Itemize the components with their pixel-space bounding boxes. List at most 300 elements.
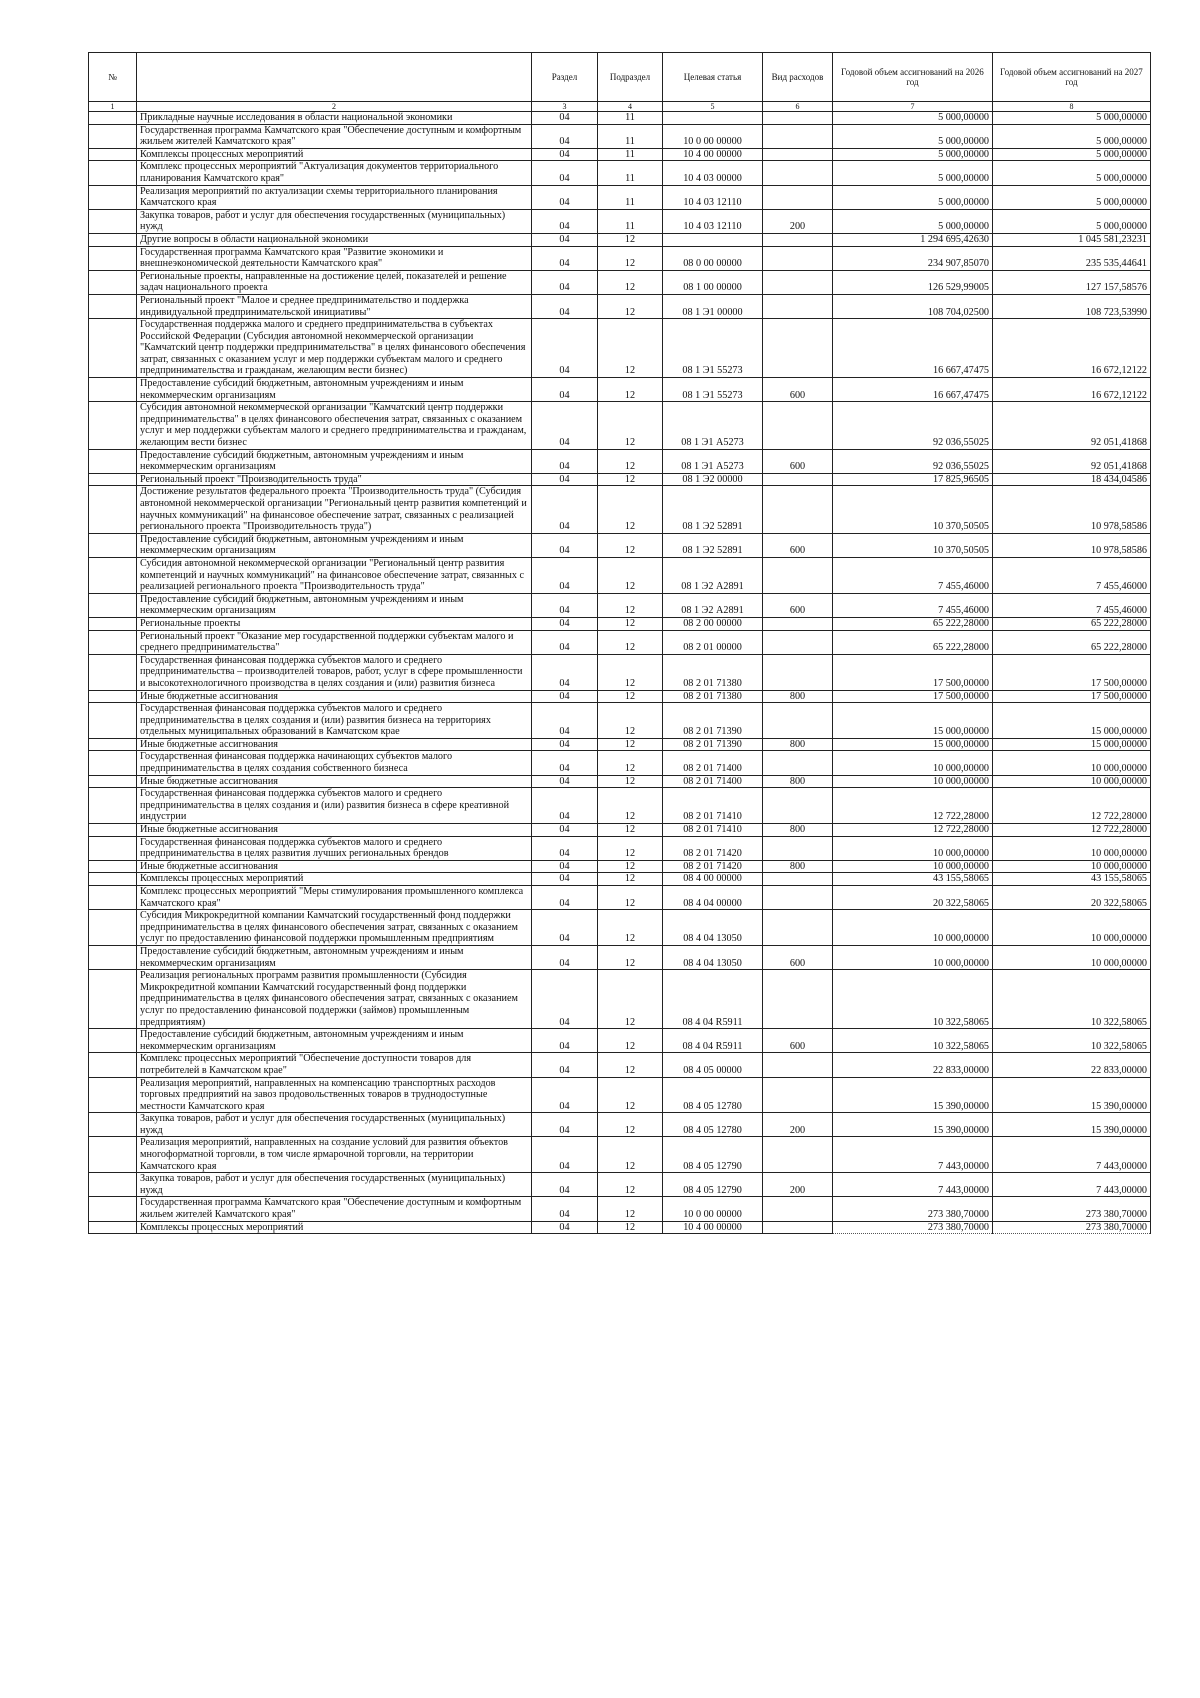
- row-volume-2027-cell: 65 222,28000: [993, 630, 1151, 654]
- table-row: [89, 1221, 1151, 1234]
- table-row: [89, 836, 1151, 860]
- row-expense-type-cell: [763, 654, 833, 690]
- row-volume-2027-cell: 15 390,00000: [993, 1077, 1151, 1113]
- row-razdel-cell: 04: [532, 319, 598, 378]
- row-number-cell: [89, 593, 137, 617]
- row-podrazdel-cell: 11: [598, 124, 663, 148]
- row-razdel-cell: 04: [532, 617, 598, 630]
- row-target-article-cell: 08 4 05 00000: [663, 1053, 763, 1077]
- row-razdel-cell: 04: [532, 873, 598, 886]
- row-podrazdel-cell: 12: [598, 738, 663, 751]
- row-expense-type-cell: [763, 1137, 833, 1173]
- row-expense-type-cell: [763, 473, 833, 486]
- row-podrazdel-cell: 12: [598, 1173, 663, 1197]
- table-row: [89, 233, 1151, 246]
- row-volume-2027-cell: 43 155,58065: [993, 873, 1151, 886]
- row-number-cell: [89, 486, 137, 533]
- row-podrazdel-cell: 11: [598, 148, 663, 161]
- row-name-cell: Предоставление субсидий бюджетным, автономным учреждениям и иным некоммерческим организациям: [137, 533, 532, 557]
- row-razdel-cell: 04: [532, 788, 598, 824]
- row-expense-type-cell: [763, 319, 833, 378]
- table-row: [89, 1077, 1151, 1113]
- row-expense-type-cell: 600: [763, 593, 833, 617]
- row-target-article-cell: 08 1 Э2 00000: [663, 473, 763, 486]
- row-podrazdel-cell: 12: [598, 473, 663, 486]
- row-expense-type-cell: 800: [763, 824, 833, 837]
- row-volume-2026-cell: 10 000,00000: [833, 860, 993, 873]
- row-name-cell: Предоставление субсидий бюджетным, автономным учреждениям и иным некоммерческим организациям: [137, 449, 532, 473]
- row-volume-2027-cell: 5 000,00000: [993, 112, 1151, 125]
- table-row: [89, 824, 1151, 837]
- row-target-article-cell: 08 2 01 71400: [663, 775, 763, 788]
- row-razdel-cell: 04: [532, 1137, 598, 1173]
- row-expense-type-cell: [763, 486, 833, 533]
- row-target-article-cell: 08 2 01 71400: [663, 751, 763, 775]
- table-body: [89, 112, 1151, 1234]
- row-name-cell: Другие вопросы в области национальной экономики: [137, 233, 532, 246]
- row-podrazdel-cell: 12: [598, 910, 663, 946]
- row-number-cell: [89, 161, 137, 185]
- row-name-cell: Комплекс процессных мероприятий "Обеспечение доступности товаров для потребителей в Камчатском крае": [137, 1053, 532, 1077]
- row-razdel-cell: 04: [532, 246, 598, 270]
- row-volume-2026-cell: 5 000,00000: [833, 185, 993, 209]
- row-volume-2026-cell: 5 000,00000: [833, 124, 993, 148]
- row-target-article-cell: 08 2 01 71420: [663, 836, 763, 860]
- header-target-article: Целевая статья: [663, 53, 763, 102]
- table-row: [89, 860, 1151, 873]
- row-volume-2027-cell: 10 000,00000: [993, 945, 1151, 969]
- row-target-article-cell: 08 2 01 71420: [663, 860, 763, 873]
- row-razdel-cell: 04: [532, 836, 598, 860]
- row-razdel-cell: 04: [532, 654, 598, 690]
- row-expense-type-cell: [763, 233, 833, 246]
- row-razdel-cell: 04: [532, 1053, 598, 1077]
- row-volume-2026-cell: 15 390,00000: [833, 1113, 993, 1137]
- row-expense-type-cell: [763, 294, 833, 318]
- row-expense-type-cell: [763, 557, 833, 593]
- row-razdel-cell: 04: [532, 486, 598, 533]
- row-volume-2026-cell: 15 390,00000: [833, 1077, 993, 1113]
- row-number-cell: [89, 533, 137, 557]
- row-name-cell: Государственная поддержка малого и среднего предпринимательства в субъектах Российской Федерации (Субсидия автономной некоммерческой организации "Камчатский центр поддержки предпринимательства" в целях финансового обеспечения затрат, связанных с оказанием услуг и мер поддержки субъектам малого и среднего предпринимательства и гражданам, желающим вести бизнес): [137, 319, 532, 378]
- row-name-cell: Региональный проект "Оказание мер государственной поддержки субъектам малого и среднего предпринимательства": [137, 630, 532, 654]
- row-razdel-cell: 04: [532, 270, 598, 294]
- row-number-cell: [89, 1197, 137, 1221]
- row-name-cell: Предоставление субсидий бюджетным, автономным учреждениям и иным некоммерческим организациям: [137, 378, 532, 402]
- row-razdel-cell: 04: [532, 886, 598, 910]
- row-target-article-cell: 08 2 01 71390: [663, 703, 763, 739]
- row-podrazdel-cell: 12: [598, 617, 663, 630]
- row-target-article-cell: 10 4 00 00000: [663, 148, 763, 161]
- row-number-cell: [89, 703, 137, 739]
- row-target-article-cell: 08 2 00 00000: [663, 617, 763, 630]
- row-podrazdel-cell: 12: [598, 1113, 663, 1137]
- row-volume-2027-cell: 7 455,46000: [993, 593, 1151, 617]
- table-row: [89, 910, 1151, 946]
- row-name-cell: Предоставление субсидий бюджетным, автономным учреждениям и иным некоммерческим организациям: [137, 593, 532, 617]
- row-target-article-cell: 08 4 04 13050: [663, 910, 763, 946]
- row-name-cell: Прикладные научные исследования в области национальной экономики: [137, 112, 532, 125]
- row-expense-type-cell: [763, 185, 833, 209]
- table-row: [89, 654, 1151, 690]
- row-number-cell: [89, 402, 137, 449]
- row-razdel-cell: 04: [532, 593, 598, 617]
- row-name-cell: Иные бюджетные ассигнования: [137, 690, 532, 703]
- row-name-cell: Субсидия Микрокредитной компании Камчатский государственный фонд поддержки предпринимательства в целях финансового обеспечения затрат, связанных с оказанием услуг по предоставлению финансовой поддержки промышленным предприятиям: [137, 910, 532, 946]
- row-expense-type-cell: [763, 124, 833, 148]
- row-podrazdel-cell: 11: [598, 112, 663, 125]
- row-expense-type-cell: 800: [763, 738, 833, 751]
- row-podrazdel-cell: 12: [598, 378, 663, 402]
- row-number-cell: [89, 873, 137, 886]
- row-name-cell: Иные бюджетные ассигнования: [137, 824, 532, 837]
- table-row: [89, 209, 1151, 233]
- row-target-article-cell: 08 1 Э1 55273: [663, 319, 763, 378]
- row-number-cell: [89, 836, 137, 860]
- row-volume-2027-cell: 18 434,04586: [993, 473, 1151, 486]
- row-podrazdel-cell: 12: [598, 836, 663, 860]
- row-target-article-cell: 10 0 00 00000: [663, 124, 763, 148]
- row-target-article-cell: 08 1 Э1 А5273: [663, 402, 763, 449]
- table-row: [89, 270, 1151, 294]
- row-expense-type-cell: [763, 836, 833, 860]
- row-name-cell: Иные бюджетные ассигнования: [137, 775, 532, 788]
- row-volume-2026-cell: 7 443,00000: [833, 1137, 993, 1173]
- row-name-cell: Достижение результатов федерального проекта "Производительность труда" (Субсидия автономной некоммерческой организации "Региональный центр развития компетенций и научных коммуникаций" на финансовое обеспечение затрат, связанных с реализацией регионального проекта "Производительность труда"): [137, 486, 532, 533]
- row-podrazdel-cell: 12: [598, 824, 663, 837]
- row-expense-type-cell: [763, 246, 833, 270]
- row-razdel-cell: 04: [532, 294, 598, 318]
- table-row: [89, 557, 1151, 593]
- row-podrazdel-cell: 12: [598, 557, 663, 593]
- row-razdel-cell: 04: [532, 703, 598, 739]
- row-target-article-cell: 08 2 01 71410: [663, 824, 763, 837]
- row-podrazdel-cell: 12: [598, 486, 663, 533]
- row-volume-2027-cell: 12 722,28000: [993, 824, 1151, 837]
- table-row: [89, 1113, 1151, 1137]
- row-name-cell: Государственная финансовая поддержка субъектов малого и среднего предпринимательства в целях создания и (или) развития бизнеса на территориях отдельных муниципальных образований в Камчатском крае: [137, 703, 532, 739]
- table-row: [89, 161, 1151, 185]
- row-name-cell: Предоставление субсидий бюджетным, автономным учреждениям и иным некоммерческим организациям: [137, 945, 532, 969]
- row-razdel-cell: 04: [532, 1029, 598, 1053]
- row-number-cell: [89, 233, 137, 246]
- table-row: [89, 593, 1151, 617]
- row-volume-2027-cell: 15 000,00000: [993, 703, 1151, 739]
- row-number-cell: [89, 1053, 137, 1077]
- row-volume-2027-cell: 108 723,53990: [993, 294, 1151, 318]
- row-razdel-cell: 04: [532, 690, 598, 703]
- header-number: №: [89, 53, 137, 102]
- row-name-cell: Субсидия автономной некоммерческой организации "Камчатский центр поддержки предпринимательства" в целях финансового обеспечения затрат, связанных с оказанием услуг и мер поддержки субъектам малого и среднего предпринимательства и гражданам, желающим вести бизнес: [137, 402, 532, 449]
- row-number-cell: [89, 112, 137, 125]
- row-razdel-cell: 04: [532, 161, 598, 185]
- row-target-article-cell: 08 1 Э1 А5273: [663, 449, 763, 473]
- row-razdel-cell: 04: [532, 1113, 598, 1137]
- row-expense-type-cell: 200: [763, 1173, 833, 1197]
- row-name-cell: Комплексы процессных мероприятий: [137, 873, 532, 886]
- row-volume-2027-cell: 273 380,70000: [993, 1197, 1151, 1221]
- row-target-article-cell: 10 4 03 00000: [663, 161, 763, 185]
- row-volume-2026-cell: 5 000,00000: [833, 161, 993, 185]
- row-podrazdel-cell: 12: [598, 246, 663, 270]
- row-volume-2027-cell: 10 000,00000: [993, 751, 1151, 775]
- row-name-cell: Комплексы процессных мероприятий: [137, 148, 532, 161]
- row-target-article-cell: [663, 112, 763, 125]
- row-name-cell: Реализация мероприятий, направленных на компенсацию транспортных расходов торговых предприятий на завоз продовольственных товаров в труднодоступные местности Камчатского края: [137, 1077, 532, 1113]
- row-volume-2027-cell: 65 222,28000: [993, 617, 1151, 630]
- row-volume-2026-cell: 43 155,58065: [833, 873, 993, 886]
- row-expense-type-cell: [763, 402, 833, 449]
- row-volume-2027-cell: 10 978,58586: [993, 533, 1151, 557]
- row-target-article-cell: 08 1 Э2 52891: [663, 486, 763, 533]
- row-expense-type-cell: [763, 1077, 833, 1113]
- row-target-article-cell: 08 1 Э2 А2891: [663, 593, 763, 617]
- row-razdel-cell: 04: [532, 945, 598, 969]
- row-number-cell: [89, 449, 137, 473]
- row-volume-2026-cell: 16 667,47475: [833, 319, 993, 378]
- row-volume-2026-cell: 7 455,46000: [833, 557, 993, 593]
- row-number-cell: [89, 319, 137, 378]
- row-volume-2026-cell: 10 000,00000: [833, 751, 993, 775]
- table-row: [89, 124, 1151, 148]
- row-number-cell: [89, 751, 137, 775]
- row-razdel-cell: 04: [532, 860, 598, 873]
- table-row: [89, 1137, 1151, 1173]
- row-volume-2027-cell: 5 000,00000: [993, 209, 1151, 233]
- column-number: 4: [598, 102, 663, 112]
- table-row: [89, 738, 1151, 751]
- row-razdel-cell: 04: [532, 630, 598, 654]
- column-number: 5: [663, 102, 763, 112]
- row-name-cell: Государственная финансовая поддержка субъектов малого и среднего предпринимательства в целях создания и (или) развития бизнеса в сфере креативной индустрии: [137, 788, 532, 824]
- row-razdel-cell: 04: [532, 751, 598, 775]
- row-number-cell: [89, 630, 137, 654]
- row-volume-2026-cell: 15 000,00000: [833, 738, 993, 751]
- table-row: [89, 1173, 1151, 1197]
- header-volume-2026: Годовой объем ассигнований на 2026 год: [833, 53, 993, 102]
- row-volume-2027-cell: 7 443,00000: [993, 1137, 1151, 1173]
- row-volume-2027-cell: 12 722,28000: [993, 788, 1151, 824]
- row-volume-2026-cell: 1 294 695,42630: [833, 233, 993, 246]
- table-row: [89, 703, 1151, 739]
- row-name-cell: Государственная финансовая поддержка субъектов малого и среднего предпринимательства в целях развития лучших региональных брендов: [137, 836, 532, 860]
- row-name-cell: Иные бюджетные ассигнования: [137, 860, 532, 873]
- row-name-cell: Комплекс процессных мероприятий "Меры стимулирования промышленного комплекса Камчатского края": [137, 886, 532, 910]
- table-row: [89, 630, 1151, 654]
- row-expense-type-cell: [763, 970, 833, 1029]
- row-podrazdel-cell: 12: [598, 630, 663, 654]
- row-expense-type-cell: [763, 751, 833, 775]
- row-volume-2027-cell: 92 051,41868: [993, 402, 1151, 449]
- row-volume-2026-cell: 10 370,50505: [833, 486, 993, 533]
- row-number-cell: [89, 1221, 137, 1234]
- row-volume-2026-cell: 10 000,00000: [833, 910, 993, 946]
- row-expense-type-cell: [763, 1221, 833, 1234]
- row-volume-2026-cell: 65 222,28000: [833, 630, 993, 654]
- row-target-article-cell: 08 1 Э1 55273: [663, 378, 763, 402]
- row-volume-2027-cell: 235 535,44641: [993, 246, 1151, 270]
- row-volume-2027-cell: 16 672,12122: [993, 378, 1151, 402]
- row-number-cell: [89, 886, 137, 910]
- row-razdel-cell: 04: [532, 1197, 598, 1221]
- row-podrazdel-cell: 12: [598, 860, 663, 873]
- row-name-cell: Региональные проекты, направленные на достижение целей, показателей и решение задач национального проекта: [137, 270, 532, 294]
- row-volume-2026-cell: 10 322,58065: [833, 1029, 993, 1053]
- row-name-cell: Реализация региональных программ развития промышленности (Субсидия Микрокредитной компании Камчатский государственный фонд поддержки предпринимательства в целях финансового обеспечения затрат, связанных с оказанием услуг по предоставлению финансовой поддержки (займов) промышленным предприятиям): [137, 970, 532, 1029]
- row-number-cell: [89, 378, 137, 402]
- row-expense-type-cell: [763, 910, 833, 946]
- row-volume-2026-cell: 5 000,00000: [833, 112, 993, 125]
- row-target-article-cell: 08 4 05 12790: [663, 1137, 763, 1173]
- row-volume-2027-cell: 10 978,58586: [993, 486, 1151, 533]
- row-name-cell: Закупка товаров, работ и услуг для обеспечения государственных (муниципальных) нужд: [137, 1113, 532, 1137]
- row-razdel-cell: 04: [532, 112, 598, 125]
- row-volume-2026-cell: 234 907,85070: [833, 246, 993, 270]
- row-name-cell: Региональный проект "Малое и среднее предпринимательство и поддержка индивидуальной предпринимательской инициативы": [137, 294, 532, 318]
- row-volume-2027-cell: 10 322,58065: [993, 970, 1151, 1029]
- row-volume-2026-cell: 273 380,70000: [833, 1221, 993, 1234]
- table-row: [89, 970, 1151, 1029]
- row-volume-2027-cell: 7 455,46000: [993, 557, 1151, 593]
- row-podrazdel-cell: 11: [598, 209, 663, 233]
- row-expense-type-cell: [763, 270, 833, 294]
- row-podrazdel-cell: 12: [598, 233, 663, 246]
- row-expense-type-cell: 600: [763, 533, 833, 557]
- row-razdel-cell: 04: [532, 1077, 598, 1113]
- row-podrazdel-cell: 12: [598, 449, 663, 473]
- table-row: [89, 1197, 1151, 1221]
- row-volume-2027-cell: 7 443,00000: [993, 1173, 1151, 1197]
- row-name-cell: Иные бюджетные ассигнования: [137, 738, 532, 751]
- row-volume-2026-cell: 5 000,00000: [833, 209, 993, 233]
- row-podrazdel-cell: 12: [598, 533, 663, 557]
- row-razdel-cell: 04: [532, 124, 598, 148]
- table-row: [89, 1053, 1151, 1077]
- row-name-cell: Государственная программа Камчатского края "Обеспечение доступным и комфортным жильем жителей Камчатского края": [137, 1197, 532, 1221]
- row-target-article-cell: 08 4 04 00000: [663, 886, 763, 910]
- row-volume-2026-cell: 5 000,00000: [833, 148, 993, 161]
- row-volume-2027-cell: 92 051,41868: [993, 449, 1151, 473]
- row-podrazdel-cell: 12: [598, 945, 663, 969]
- column-number: 8: [993, 102, 1151, 112]
- row-podrazdel-cell: 12: [598, 775, 663, 788]
- table-header: [89, 53, 1151, 112]
- row-volume-2026-cell: 17 500,00000: [833, 690, 993, 703]
- table-row: [89, 690, 1151, 703]
- row-name-cell: Государственная программа Камчатского края "Обеспечение доступным и комфортным жильем жителей Камчатского края": [137, 124, 532, 148]
- row-podrazdel-cell: 12: [598, 1137, 663, 1173]
- row-razdel-cell: 04: [532, 473, 598, 486]
- row-volume-2026-cell: 12 722,28000: [833, 788, 993, 824]
- table-row: [89, 402, 1151, 449]
- row-podrazdel-cell: 11: [598, 185, 663, 209]
- row-expense-type-cell: 600: [763, 378, 833, 402]
- row-podrazdel-cell: 12: [598, 873, 663, 886]
- row-podrazdel-cell: 11: [598, 161, 663, 185]
- table-row: [89, 788, 1151, 824]
- row-razdel-cell: 04: [532, 449, 598, 473]
- row-target-article-cell: [663, 233, 763, 246]
- row-target-article-cell: 08 4 05 12780: [663, 1077, 763, 1113]
- row-volume-2026-cell: 10 000,00000: [833, 775, 993, 788]
- row-podrazdel-cell: 12: [598, 703, 663, 739]
- row-expense-type-cell: [763, 112, 833, 125]
- row-volume-2027-cell: 1 045 581,23231: [993, 233, 1151, 246]
- row-target-article-cell: 08 1 Э1 00000: [663, 294, 763, 318]
- row-number-cell: [89, 775, 137, 788]
- row-volume-2026-cell: 17 825,96505: [833, 473, 993, 486]
- row-podrazdel-cell: 12: [598, 402, 663, 449]
- row-name-cell: Комплекс процессных мероприятий "Актуализация документов территориального планирования Камчатского края": [137, 161, 532, 185]
- row-razdel-cell: 04: [532, 557, 598, 593]
- row-name-cell: Субсидия автономной некоммерческой организации "Региональный центр развития компетенций и научных коммуникаций" на финансовое обеспечение затрат, связанных с реализацией регионального проекта "Производительность труда": [137, 557, 532, 593]
- row-number-cell: [89, 209, 137, 233]
- row-number-cell: [89, 824, 137, 837]
- row-volume-2026-cell: 7 443,00000: [833, 1173, 993, 1197]
- row-volume-2027-cell: 10 000,00000: [993, 836, 1151, 860]
- row-volume-2026-cell: 7 455,46000: [833, 593, 993, 617]
- table-row: [89, 873, 1151, 886]
- header-name: [137, 53, 532, 102]
- row-volume-2027-cell: 20 322,58065: [993, 886, 1151, 910]
- row-expense-type-cell: [763, 630, 833, 654]
- row-razdel-cell: 04: [532, 738, 598, 751]
- row-target-article-cell: 08 4 05 12790: [663, 1173, 763, 1197]
- row-number-cell: [89, 1173, 137, 1197]
- row-expense-type-cell: [763, 703, 833, 739]
- row-volume-2027-cell: 5 000,00000: [993, 161, 1151, 185]
- row-expense-type-cell: 200: [763, 1113, 833, 1137]
- row-podrazdel-cell: 12: [598, 970, 663, 1029]
- row-volume-2026-cell: 65 222,28000: [833, 617, 993, 630]
- row-volume-2027-cell: 17 500,00000: [993, 654, 1151, 690]
- row-razdel-cell: 04: [532, 970, 598, 1029]
- row-expense-type-cell: 600: [763, 945, 833, 969]
- row-name-cell: Региональный проект "Производительность труда": [137, 473, 532, 486]
- row-number-cell: [89, 473, 137, 486]
- table-row: [89, 319, 1151, 378]
- table-row: [89, 751, 1151, 775]
- table-row: [89, 148, 1151, 161]
- table-row: [89, 378, 1151, 402]
- row-target-article-cell: 08 4 00 00000: [663, 873, 763, 886]
- row-volume-2026-cell: 20 322,58065: [833, 886, 993, 910]
- table-row: [89, 246, 1151, 270]
- row-name-cell: Реализация мероприятий, направленных на создание условий для развития объектов многоформатной торговли, в том числе ярмарочной торговли, на территории Камчатского края: [137, 1137, 532, 1173]
- row-volume-2027-cell: 15 390,00000: [993, 1113, 1151, 1137]
- row-razdel-cell: 04: [532, 775, 598, 788]
- row-podrazdel-cell: 12: [598, 751, 663, 775]
- row-podrazdel-cell: 12: [598, 1077, 663, 1113]
- row-volume-2027-cell: 5 000,00000: [993, 124, 1151, 148]
- row-number-cell: [89, 270, 137, 294]
- row-expense-type-cell: 800: [763, 690, 833, 703]
- row-target-article-cell: 10 4 00 00000: [663, 1221, 763, 1234]
- row-volume-2026-cell: 15 000,00000: [833, 703, 993, 739]
- row-expense-type-cell: 600: [763, 1029, 833, 1053]
- row-number-cell: [89, 860, 137, 873]
- table-row: [89, 112, 1151, 125]
- row-razdel-cell: 04: [532, 378, 598, 402]
- row-expense-type-cell: 800: [763, 775, 833, 788]
- row-target-article-cell: 08 2 01 71380: [663, 690, 763, 703]
- column-number: 1: [89, 102, 137, 112]
- row-podrazdel-cell: 12: [598, 1221, 663, 1234]
- column-number: 7: [833, 102, 993, 112]
- row-volume-2026-cell: 10 000,00000: [833, 945, 993, 969]
- row-razdel-cell: 04: [532, 233, 598, 246]
- row-expense-type-cell: [763, 1197, 833, 1221]
